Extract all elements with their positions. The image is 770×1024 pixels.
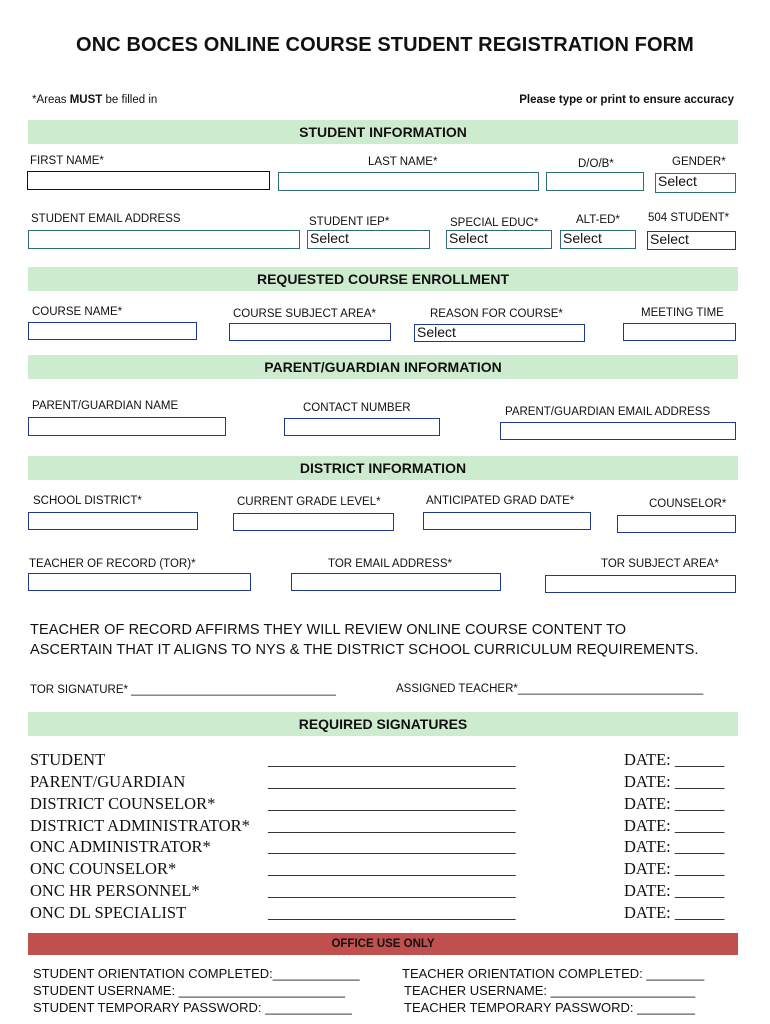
sig-label-onc-admin: ONC ADMINISTRATOR* bbox=[30, 837, 211, 856]
alt-ed-select[interactable]: Select bbox=[560, 230, 636, 249]
student-504-select[interactable]: Select bbox=[647, 231, 736, 250]
student-info-heading: STUDENT INFORMATION bbox=[28, 120, 738, 144]
district-heading: DISTRICT INFORMATION bbox=[28, 456, 738, 480]
sig-date-student[interactable]: DATE: ______ bbox=[624, 750, 725, 769]
course-name-field[interactable] bbox=[28, 322, 197, 340]
first-name-label: FIRST NAME* bbox=[30, 155, 104, 167]
iep-select[interactable]: Select bbox=[307, 230, 430, 249]
student-password-line[interactable]: STUDENT TEMPORARY PASSWORD: ____________ bbox=[33, 1000, 352, 1015]
counselor-label: COUNSELOR* bbox=[649, 498, 727, 510]
meeting-time-field[interactable] bbox=[623, 323, 736, 341]
last-name-label: LAST NAME* bbox=[368, 156, 438, 168]
iep-label: STUDENT IEP* bbox=[309, 216, 390, 228]
meeting-time-label: MEETING TIME bbox=[641, 307, 724, 319]
course-name-label: COURSE NAME* bbox=[32, 306, 123, 318]
subject-area-label: COURSE SUBJECT AREA* bbox=[233, 308, 376, 320]
parent-email-label: PARENT/GUARDIAN EMAIL ADDRESS bbox=[505, 406, 711, 418]
sig-date-onc-counselor[interactable]: DATE: ______ bbox=[624, 859, 725, 878]
sig-date-district-admin[interactable]: DATE: ______ bbox=[624, 816, 725, 835]
sig-date-parent[interactable]: DATE: ______ bbox=[624, 772, 725, 791]
sig-line-district-admin[interactable]: ______________________________ bbox=[268, 816, 516, 835]
parent-heading: PARENT/GUARDIAN INFORMATION bbox=[28, 355, 738, 379]
parent-email-field[interactable] bbox=[500, 422, 736, 440]
tor-email-label: TOR EMAIL ADDRESS* bbox=[328, 558, 452, 570]
tor-subject-label: TOR SUBJECT AREA* bbox=[601, 558, 719, 570]
sig-line-onc-hr[interactable]: ______________________________ bbox=[268, 881, 516, 900]
accuracy-note: Please type or print to ensure accuracy bbox=[519, 94, 734, 106]
reason-select[interactable]: Select bbox=[414, 324, 585, 342]
sig-label-onc-counselor: ONC COUNSELOR* bbox=[30, 859, 177, 878]
sig-label-district-counselor: DISTRICT COUNSELOR* bbox=[30, 794, 216, 813]
teacher-password-line[interactable]: TEACHER TEMPORARY PASSWORD: ________ bbox=[404, 1000, 695, 1015]
sig-line-onc-admin[interactable]: ______________________________ bbox=[268, 837, 516, 856]
reason-label: REASON FOR COURSE* bbox=[430, 308, 563, 320]
sig-label-onc-hr: ONC HR PERSONNEL* bbox=[30, 881, 200, 900]
student-504-label: 504 STUDENT* bbox=[648, 212, 730, 224]
gender-select[interactable]: Select bbox=[655, 173, 736, 193]
subject-area-field[interactable] bbox=[229, 323, 391, 341]
assigned-teacher-line[interactable]: ASSIGNED TEACHER*_____________________________ bbox=[396, 683, 704, 695]
teacher-orientation-line[interactable]: TEACHER ORIENTATION COMPLETED: ________ bbox=[402, 966, 705, 981]
dob-label: D/O/B* bbox=[578, 158, 614, 170]
sig-label-parent: PARENT/GUARDIAN bbox=[30, 772, 186, 791]
sig-date-district-counselor[interactable]: DATE: ______ bbox=[624, 794, 725, 813]
student-username-line[interactable]: STUDENT USERNAME: _______________________ bbox=[33, 983, 345, 998]
sig-label-district-admin: DISTRICT ADMINISTRATOR* bbox=[30, 816, 250, 835]
office-use-heading: OFFICE USE ONLY bbox=[28, 933, 738, 955]
student-email-field[interactable] bbox=[28, 230, 300, 249]
special-educ-select[interactable]: Select bbox=[446, 230, 552, 249]
sig-line-district-counselor[interactable]: ______________________________ bbox=[268, 794, 516, 813]
tor-label: TEACHER OF RECORD (TOR)* bbox=[29, 558, 196, 570]
sig-date-onc-hr[interactable]: DATE: ______ bbox=[624, 881, 725, 900]
grad-date-label: ANTICIPATED GRAD DATE* bbox=[426, 495, 575, 507]
required-note: *Areas MUST be filled in bbox=[32, 94, 158, 106]
course-heading: REQUESTED COURSE ENROLLMENT bbox=[28, 267, 738, 291]
sig-line-onc-counselor[interactable]: ______________________________ bbox=[268, 859, 516, 878]
teacher-username-line[interactable]: TEACHER USERNAME: ____________________ bbox=[404, 983, 696, 998]
student-orientation-line[interactable]: STUDENT ORIENTATION COMPLETED:____________ bbox=[33, 966, 360, 981]
tor-signature-line[interactable]: TOR SIGNATURE* ________________________________ bbox=[30, 684, 336, 696]
gender-label: GENDER* bbox=[672, 156, 726, 168]
alt-ed-label: ALT-ED* bbox=[576, 214, 620, 226]
grade-level-field[interactable] bbox=[233, 513, 394, 531]
parent-name-label: PARENT/GUARDIAN NAME bbox=[32, 400, 179, 412]
tor-affirmation: TEACHER OF RECORD AFFIRMS THEY WILL REVIEW ONLINE COURSE CONTENT TO ASCERTAIN THAT IT ALIGNS TO NYS & THE DISTRICT SCHOOL CURRICULUM REQUIREMENTS. bbox=[30, 622, 699, 658]
sig-date-onc-dl[interactable]: DATE: ______ bbox=[624, 903, 725, 922]
sig-line-parent[interactable]: ______________________________ bbox=[268, 772, 516, 791]
sig-line-student[interactable]: ______________________________ bbox=[268, 750, 516, 769]
school-district-field[interactable] bbox=[28, 512, 198, 530]
sig-date-onc-admin[interactable]: DATE: ______ bbox=[624, 837, 725, 856]
contact-number-label: CONTACT NUMBER bbox=[303, 402, 411, 414]
sig-label-onc-dl: ONC DL SPECIALIST bbox=[30, 903, 187, 922]
tor-email-field[interactable] bbox=[291, 573, 501, 591]
signatures-heading: REQUIRED SIGNATURES bbox=[28, 712, 738, 736]
dob-field[interactable] bbox=[546, 172, 644, 191]
student-email-label: STUDENT EMAIL ADDRESS bbox=[31, 213, 181, 225]
tor-field[interactable] bbox=[28, 573, 251, 591]
school-district-label: SCHOOL DISTRICT* bbox=[33, 495, 142, 507]
sig-label-student: STUDENT bbox=[30, 750, 106, 769]
contact-number-field[interactable] bbox=[284, 418, 440, 436]
last-name-field[interactable] bbox=[278, 172, 539, 191]
first-name-field[interactable] bbox=[27, 171, 270, 190]
grad-date-field[interactable] bbox=[423, 512, 591, 530]
parent-name-field[interactable] bbox=[28, 417, 226, 436]
tor-subject-field[interactable] bbox=[545, 575, 736, 593]
sig-line-onc-dl[interactable]: ______________________________ bbox=[268, 903, 516, 922]
grade-level-label: CURRENT GRADE LEVEL* bbox=[237, 496, 381, 508]
special-educ-label: SPECIAL EDUC* bbox=[450, 217, 539, 229]
form-title: ONC BOCES ONLINE COURSE STUDENT REGISTRATION FORM bbox=[76, 34, 694, 56]
counselor-field[interactable] bbox=[617, 515, 736, 533]
